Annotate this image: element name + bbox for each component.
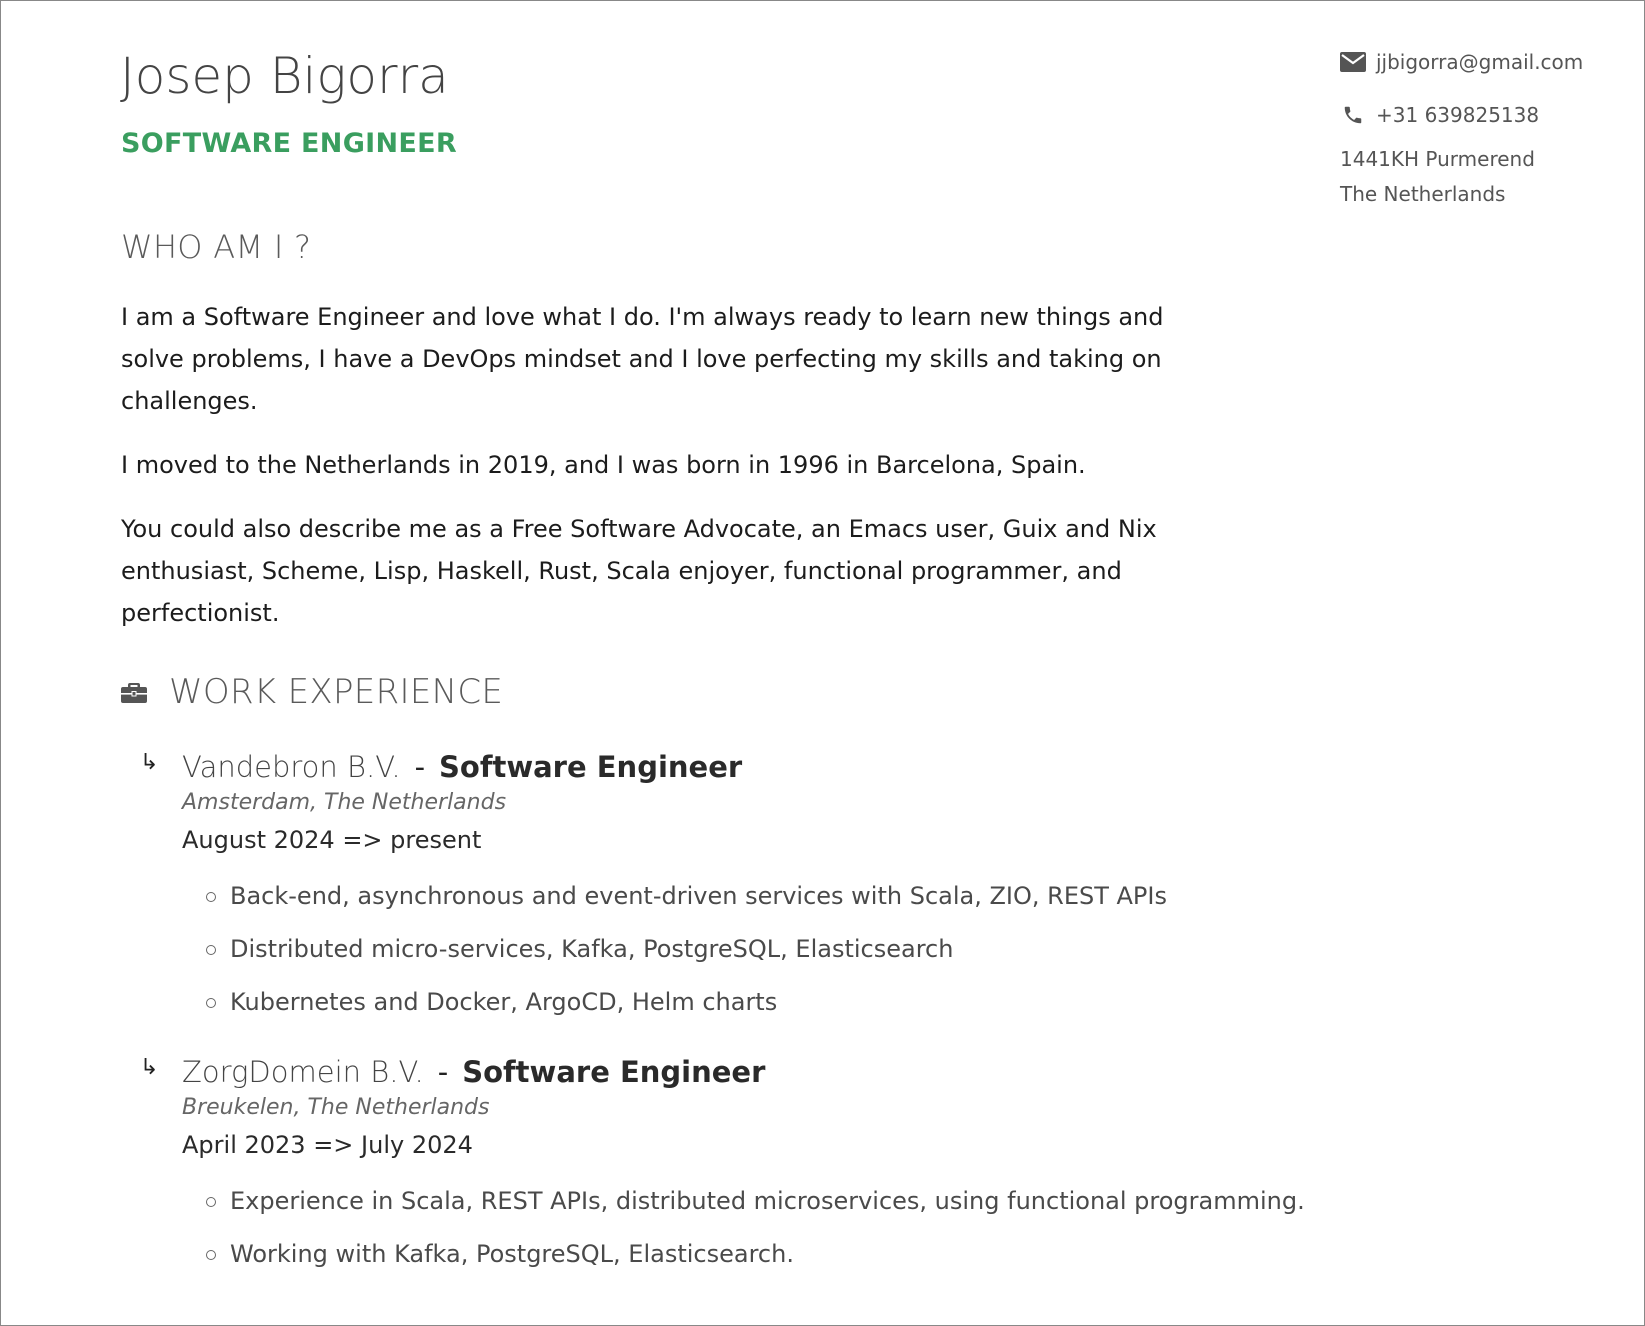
about-section — [121, 296, 1181, 656]
company-name: Vandebron B.V. — [182, 750, 401, 784]
jobs-list — [140, 748, 1600, 1305]
job-dates: April 2023 => July 2024 — [182, 1131, 473, 1159]
company-name: ZorgDomein B.V. — [182, 1055, 424, 1089]
arrow-icon: ↳ — [140, 1055, 159, 1080]
address-line-1: 1441KH Purmerend — [1340, 147, 1535, 171]
job-title — [182, 1053, 1600, 1091]
job-entry — [140, 1053, 1600, 1271]
about-paragraph: I am a Software Engineer and love what I do. I'm always ready to learn new things and solve problems, I have a DevOps mindset and I love perfecting my skills and taking on challenges. — [121, 303, 1164, 415]
about-paragraph: I moved to the Netherlands in 2019, and I was born in 1996 in Barcelona, Spain. — [121, 451, 1086, 479]
address — [1340, 142, 1630, 212]
list-item — [206, 933, 1600, 966]
work-heading: WORK EXPERIENCE — [169, 672, 504, 712]
circle-bullet-icon — [206, 892, 216, 902]
contact-phone[interactable] — [1340, 101, 1630, 129]
contact-info — [1340, 48, 1630, 212]
job-title — [182, 748, 1600, 786]
list-item — [206, 1238, 1600, 1271]
phone-text[interactable]: +31 639825138 — [1376, 103, 1540, 127]
bullet-text: Distributed micro-services, Kafka, PostgreSQL, Elasticsearch — [230, 935, 954, 963]
list-item — [206, 880, 1600, 913]
envelope-icon — [1340, 50, 1366, 74]
work-heading-row — [121, 672, 503, 712]
list-item — [206, 1185, 1600, 1218]
contact-email[interactable] — [1340, 48, 1630, 76]
circle-bullet-icon — [206, 1250, 216, 1260]
circle-bullet-icon — [206, 1197, 216, 1207]
email-text[interactable]: jjbigorra@gmail.com — [1376, 50, 1584, 74]
position-title: Software Engineer — [462, 1055, 766, 1089]
address-line-2: The Netherlands — [1340, 182, 1506, 206]
list-item — [206, 986, 1600, 1019]
phone-icon — [1340, 103, 1366, 127]
job-dates: August 2024 => present — [182, 826, 482, 854]
bullet-text: Back-end, asynchronous and event-driven services with Scala, ZIO, REST APIs — [230, 882, 1167, 910]
job-bullets — [182, 880, 1600, 1019]
about-heading: WHO AM I ? — [121, 228, 312, 266]
bullet-text: Working with Kafka, PostgreSQL, Elasticsearch. — [230, 1240, 794, 1268]
person-name: Josep Bigorra — [120, 47, 449, 105]
circle-bullet-icon — [206, 998, 216, 1008]
about-paragraph: You could also describe me as a Free Software Advocate, an Emacs user, Guix and Nix enthusiast, Scheme, Lisp, Haskell, Rust, Scala enjoyer, functional programmer, and perfectionist. — [121, 515, 1157, 627]
job-entry — [140, 748, 1600, 1019]
bullet-text: Kubernetes and Docker, ArgoCD, Helm charts — [230, 988, 778, 1016]
briefcase-icon — [121, 679, 149, 705]
bullet-text: Experience in Scala, REST APIs, distributed microservices, using functional programming. — [230, 1187, 1305, 1215]
job-bullets — [182, 1185, 1600, 1271]
job-location: Breukelen, The Netherlands — [182, 1095, 490, 1120]
job-role: SOFTWARE ENGINEER — [121, 128, 457, 159]
circle-bullet-icon — [206, 945, 216, 955]
position-title: Software Engineer — [439, 750, 743, 784]
job-location: Amsterdam, The Netherlands — [182, 790, 507, 815]
title-separator: - — [414, 750, 426, 784]
title-separator: - — [437, 1055, 449, 1089]
arrow-icon: ↳ — [140, 750, 159, 775]
